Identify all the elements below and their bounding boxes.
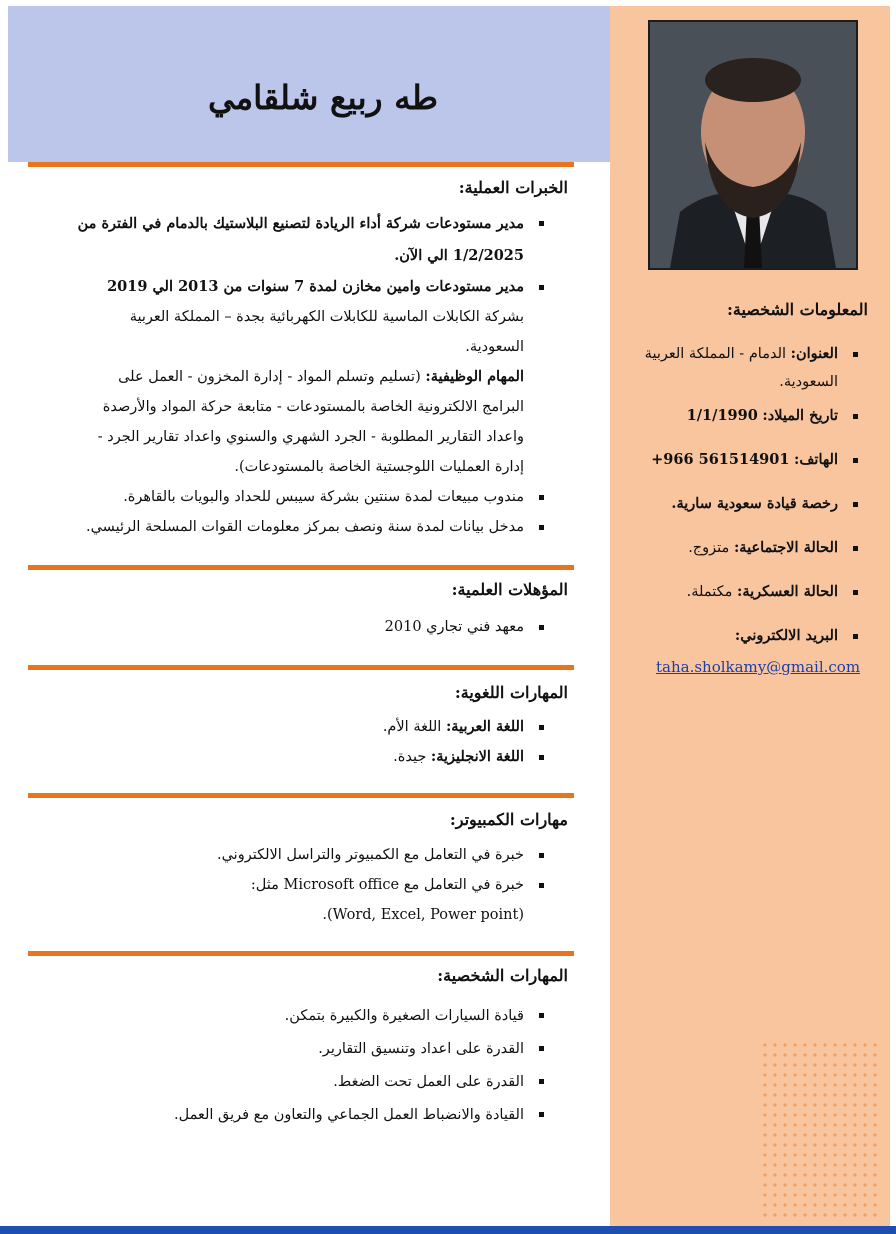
decorative-dots bbox=[760, 1040, 880, 1220]
address-item: العنوان: الدمام - المملكة العربية السعودية. bbox=[620, 340, 860, 396]
personal-skill-item: القدرة على اعداد وتنسيق التقارير. bbox=[126, 1033, 546, 1066]
phone-item: الهاتف: +966 561514901 bbox=[620, 446, 860, 474]
email-link[interactable]: taha.sholkamy@gmail.com bbox=[656, 658, 861, 676]
footer-strip bbox=[0, 1226, 896, 1234]
computer-skill-item: خبرة في التعامل مع الكمبيوتر والتراسل الالكتروني. bbox=[206, 840, 546, 870]
experience-list bbox=[76, 208, 546, 542]
computer-skills-list bbox=[206, 840, 546, 930]
military-status-item: الحالة العسكرية: مكتملة. bbox=[620, 578, 860, 606]
birthdate-item: تاريخ الميلاد: 1/1/1990 bbox=[620, 402, 860, 430]
experience-item: مدخل بيانات لمدة سنة ونصف بمركز معلومات القوات المسلحة الرئيسي. bbox=[76, 512, 546, 542]
experience-item: مندوب مبيعات لمدة سنتين بشركة سيبس للحداد والبويات بالقاهرة. bbox=[76, 482, 546, 512]
section-divider bbox=[28, 951, 574, 956]
section-divider bbox=[28, 793, 574, 798]
experience-duties: المهام الوظيفية: (تسليم وتسلم المواد - إدارة المخزون - العمل على البرامج الالكترونية الخاصة بالمستودعات - متابعة حركة المواد والأرصدة واعداد التقارير المطلوبة - الجرد الشهري والسنوي واعداد تقارير الجرد - إدارة العمليات اللوجستية الخاصة بالمستودعات). bbox=[97, 368, 524, 475]
personal-skills-list bbox=[126, 1000, 546, 1132]
page-title: طه ربيع شلقامي bbox=[207, 78, 439, 117]
personal-skill-item: قيادة السيارات الصغيرة والكبيرة بتمكن. bbox=[126, 1000, 546, 1033]
languages-list bbox=[246, 712, 546, 772]
section-divider bbox=[28, 162, 574, 167]
computer-skills-title: مهارات الكمبيوتر: bbox=[449, 810, 568, 829]
language-item: اللغة الانجليزية: جيدة. bbox=[246, 742, 546, 772]
personal-skill-item: القيادة والانضباط العمل الجماعي والتعاون مع فريق العمل. bbox=[126, 1099, 546, 1132]
profile-photo bbox=[648, 20, 858, 270]
experience-title: الخبرات العملية: bbox=[458, 178, 568, 197]
personal-info-title: المعلومات الشخصية: bbox=[726, 300, 868, 319]
personal-skill-item: القدرة على العمل تحت الضغط. bbox=[126, 1066, 546, 1099]
qualification-item: معهد فني تجاري 2010 bbox=[246, 612, 546, 642]
experience-item: مدير مستودعات وامين مخازن لمدة 7 سنوات من 2013 الي 2019 بشركة الكابلات الماسية للكابلات الكهربائية بجدة – المملكة العربية السعودية. bbox=[76, 272, 546, 362]
qualifications-list bbox=[246, 612, 546, 642]
section-divider bbox=[28, 665, 574, 670]
personal-info-list bbox=[620, 340, 860, 650]
personal-skills-title: المهارات الشخصية: bbox=[437, 966, 568, 985]
qualifications-title: المؤهلات العلمية: bbox=[451, 580, 568, 599]
experience-item: مدير مستودعات شركة أداء الريادة لتصنيع البلاستيك بالدمام في الفترة من 1/2/2025 الي الآن. bbox=[76, 208, 546, 272]
license-item: رخصة قيادة سعودية سارية. bbox=[620, 490, 860, 518]
language-item: اللغة العربية: اللغة الأم. bbox=[246, 712, 546, 742]
languages-title: المهارات اللغوية: bbox=[454, 683, 568, 702]
marital-status-item: الحالة الاجتماعية: متزوج. bbox=[620, 534, 860, 562]
email-item: البريد الالكتروني: bbox=[620, 622, 860, 650]
computer-skill-item: خبرة في التعامل مع Microsoft office مثل: (Word, Excel, Power point). bbox=[206, 870, 546, 930]
section-divider bbox=[28, 565, 574, 570]
